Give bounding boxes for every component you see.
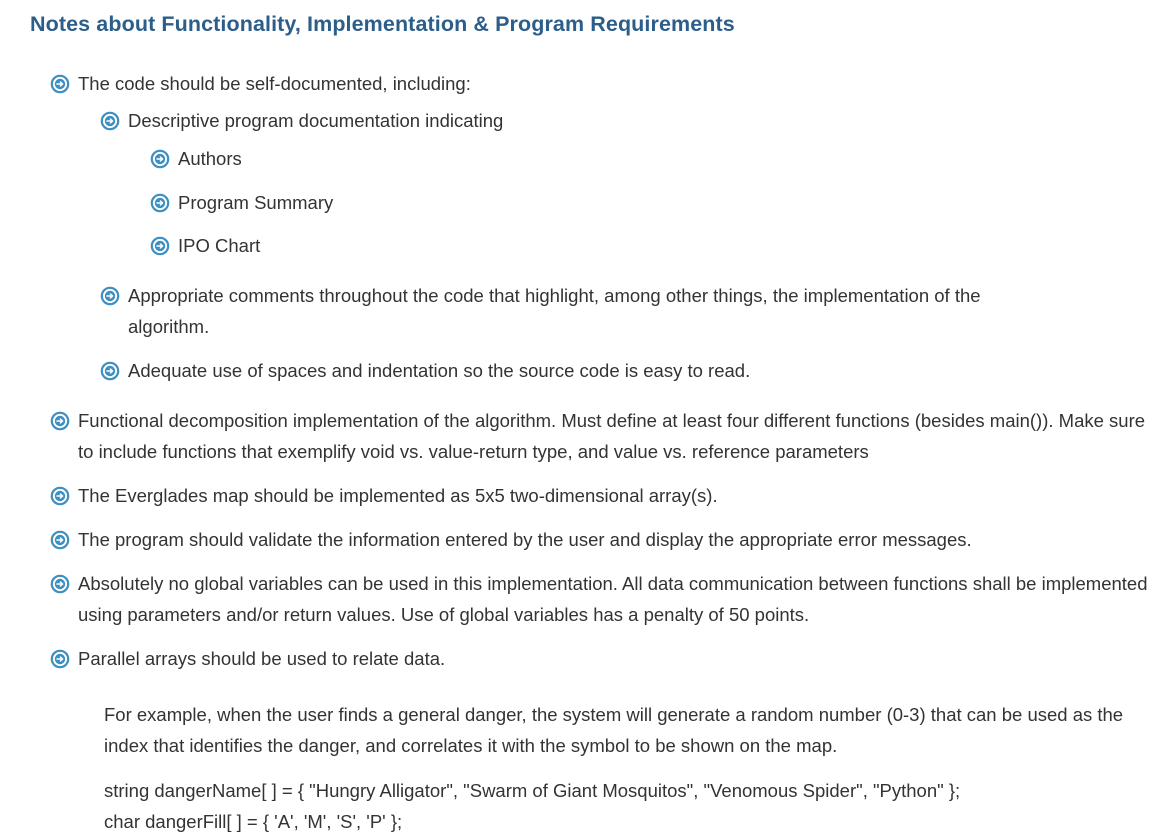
code-line-danger-name: string dangerName[ ] = { "Hungry Alligator", "Swarm of Giant Mosquitos", "Venomous Spider", "Python" };: [104, 780, 961, 801]
example-paragraph: For example, when the user finds a general danger, the system will generate a random number (0-3) that can be used as the index that identifies the danger, and correlates it with the symbol to be shown on the map.: [104, 704, 1124, 756]
arrow-circle-icon: [100, 111, 120, 131]
arrow-circle-icon: [100, 361, 120, 381]
list-item: [50, 568, 1150, 630]
list-item: [150, 230, 1150, 261]
list-item: [50, 643, 1150, 674]
arrow-circle-icon: [150, 236, 170, 256]
arrow-circle-icon: [50, 74, 70, 94]
arrow-circle-icon: [50, 486, 70, 506]
arrow-circle-icon: [150, 193, 170, 213]
list-item-text: The code should be self-documented, including:: [78, 73, 471, 94]
arrow-circle-icon: [100, 286, 120, 306]
arrow-circle-icon: [50, 574, 70, 594]
list-item: [100, 105, 1150, 136]
list-item-text: Adequate use of spaces and indentation so the source code is easy to read.: [128, 360, 751, 381]
code-example: [104, 775, 1154, 837]
list-item-text: Authors: [178, 148, 242, 169]
list-item: [50, 480, 1150, 511]
list-item-text: Program Summary: [178, 192, 334, 213]
list-item-text: IPO Chart: [178, 235, 261, 256]
code-line-danger-fill: char dangerFill[ ] = { 'A', 'M', 'S', 'P' };: [104, 811, 403, 832]
arrow-circle-icon: [50, 530, 70, 550]
page-title: Notes about Functionality, Implementation & Program Requirements: [30, 12, 735, 36]
list-item-text: Appropriate comments throughout the code that highlight, among other things, the implementation of the algorithm.: [128, 285, 981, 337]
list-item-text: The Everglades map should be implemented as 5x5 two-dimensional array(s).: [78, 485, 718, 506]
arrow-circle-icon: [50, 649, 70, 669]
list-item: [100, 355, 1150, 386]
list-item: [50, 405, 1150, 467]
arrow-circle-icon: [50, 411, 70, 431]
list-item: [50, 524, 1150, 555]
list-item-text: The program should validate the information entered by the user and display the appropriate error messages.: [78, 529, 972, 550]
list-item: [100, 280, 1060, 342]
arrow-circle-icon: [150, 149, 170, 169]
list-item: [50, 68, 1150, 99]
list-item-text: Descriptive program documentation indicating: [128, 110, 504, 131]
list-item: [150, 187, 1150, 218]
list-item-text: Parallel arrays should be used to relate data.: [78, 648, 446, 669]
list-item: [150, 143, 1150, 174]
list-item-text: Functional decomposition implementation of the algorithm. Must define at least four different functions (besides main()). Make sure to include functions that exemplify void vs. value-return type, and value vs. reference parameters: [78, 410, 1146, 462]
list-item-text: Absolutely no global variables can be used in this implementation. All data communication between functions shall be implemented using parameters and/or return values. Use of global variables has a penalty of 50 points.: [78, 573, 1148, 625]
